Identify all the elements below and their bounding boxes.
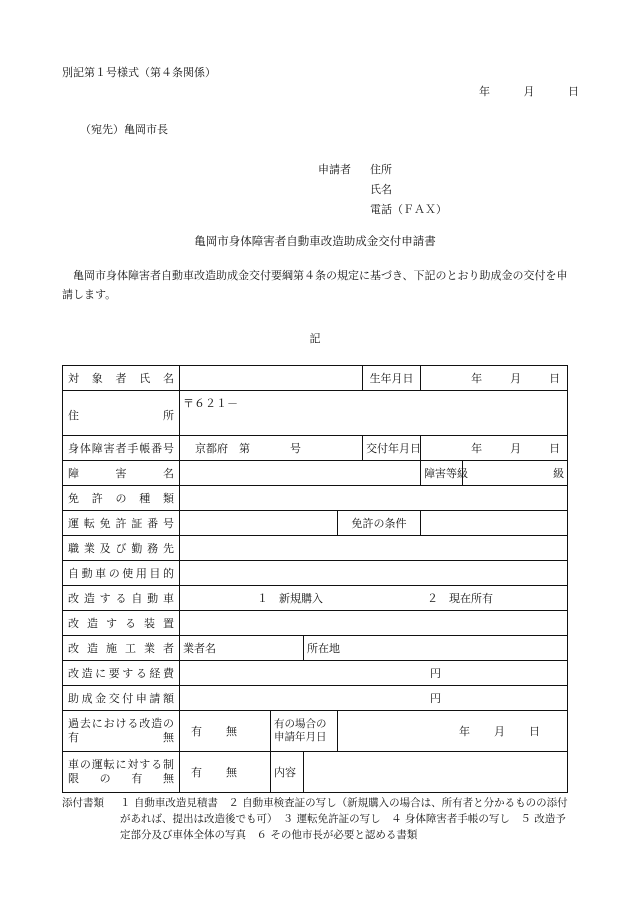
issue-date-field[interactable]: 年 月 日	[421, 436, 568, 461]
subject-name-label: 対象者氏名	[63, 366, 180, 391]
ki-heading: 記	[309, 332, 321, 345]
postal-prefix: 〒６２１－	[183, 397, 238, 410]
issue-date-label: 交付年月日	[363, 436, 421, 461]
grade-field[interactable]: 級	[463, 461, 568, 486]
past-date-label: 有の場合の申請年月日	[271, 711, 338, 752]
birthdate-field[interactable]: 年 月 日	[421, 366, 568, 391]
grade-label: 障害等級	[421, 461, 463, 486]
address-label: 住所	[63, 391, 180, 436]
limit-yes-no[interactable]: 有 無	[180, 752, 271, 793]
applicant-lead: 申請者	[318, 163, 351, 176]
date-day: 日	[568, 85, 579, 98]
document-title: 亀岡市身体障害者自動車改造助成金交付申請書	[194, 234, 436, 248]
contractor-name-field[interactable]: 業者名	[180, 636, 304, 661]
cost-label: 改造に要する経費	[63, 661, 180, 686]
attachments-heading: 添付書類	[62, 797, 104, 809]
date-year: 年	[479, 85, 490, 98]
license-condition-label: 免許の条件	[338, 511, 421, 536]
birthdate-label: 生年月日	[363, 366, 421, 391]
content-field[interactable]	[304, 752, 568, 793]
application-form-table	[62, 365, 568, 793]
handbook-number-label: 身体障害者手帳番号	[63, 436, 180, 461]
applicant-name-label: 氏名	[370, 183, 392, 196]
contractor-label: 改造施工業者	[63, 636, 180, 661]
content-label: 内容	[271, 752, 304, 793]
car-label: 改造する自動車	[63, 586, 180, 611]
cost-field[interactable]: 円	[180, 661, 568, 686]
amount-label: 助成金交付申請額	[63, 686, 180, 711]
license-condition-field[interactable]	[421, 511, 568, 536]
disability-label: 障害名	[63, 461, 180, 486]
license-type-label: 免許の種類	[63, 486, 180, 511]
past-date-field[interactable]: 年 月 日	[338, 711, 568, 752]
application-date	[479, 83, 579, 99]
car-options	[180, 586, 568, 611]
amount-field[interactable]: 円	[180, 686, 568, 711]
subject-name-field[interactable]	[180, 366, 363, 391]
attachments-text: １ 自動車改造見積書 ２ 自動車検査証の写し（新規購入の場合は、所有者と分かるものの添付があれば、提出は改造後でも可） ３ 運転免許証の写し ４ 身体障害者手帳の写し ５ 改造予定部分及び車体全体の写真 ６ その他市長が必要と認める書類	[120, 797, 568, 841]
address-field[interactable]	[180, 391, 568, 436]
license-type-field[interactable]	[180, 486, 568, 511]
past-modification-label: 過去における改造の有無	[63, 711, 180, 752]
device-label: 改造する装置	[63, 611, 180, 636]
license-number-field[interactable]	[180, 511, 338, 536]
car-option-new[interactable]: １ 新規購入	[257, 592, 323, 605]
addressee: （宛先）亀岡市長	[80, 123, 168, 136]
applicant-phone-label: 電話（ＦＡＸ）	[370, 203, 447, 216]
device-field[interactable]	[180, 611, 568, 636]
past-yes-no[interactable]: 有 無	[180, 711, 271, 752]
applicant-block	[318, 160, 447, 220]
car-option-owned[interactable]: ２ 現在所有	[427, 592, 493, 605]
occupation-label: 職業及び勤務先	[63, 536, 180, 561]
attachments	[62, 795, 572, 843]
handbook-number-field[interactable]: 京都府 第 号	[180, 436, 363, 461]
purpose-field[interactable]	[180, 561, 568, 586]
disability-field[interactable]	[180, 461, 421, 486]
purpose-label: 自動車の使用目的	[63, 561, 180, 586]
license-number-label: 運転免許証番号	[63, 511, 180, 536]
body-text: 亀岡市身体障害者自動車改造助成金交付要綱第４条の規定に基づき、下記のとおり助成金の交付を申請します。	[62, 269, 568, 301]
applicant-address-label: 住所	[370, 163, 392, 176]
occupation-field[interactable]	[180, 536, 568, 561]
contractor-location-field[interactable]: 所在地	[304, 636, 568, 661]
date-month: 月	[523, 85, 535, 98]
form-number: 別記第１号様式（第４条関係）	[62, 66, 216, 79]
driving-limit-label: 車の運転に対する制限の有無	[63, 752, 180, 793]
